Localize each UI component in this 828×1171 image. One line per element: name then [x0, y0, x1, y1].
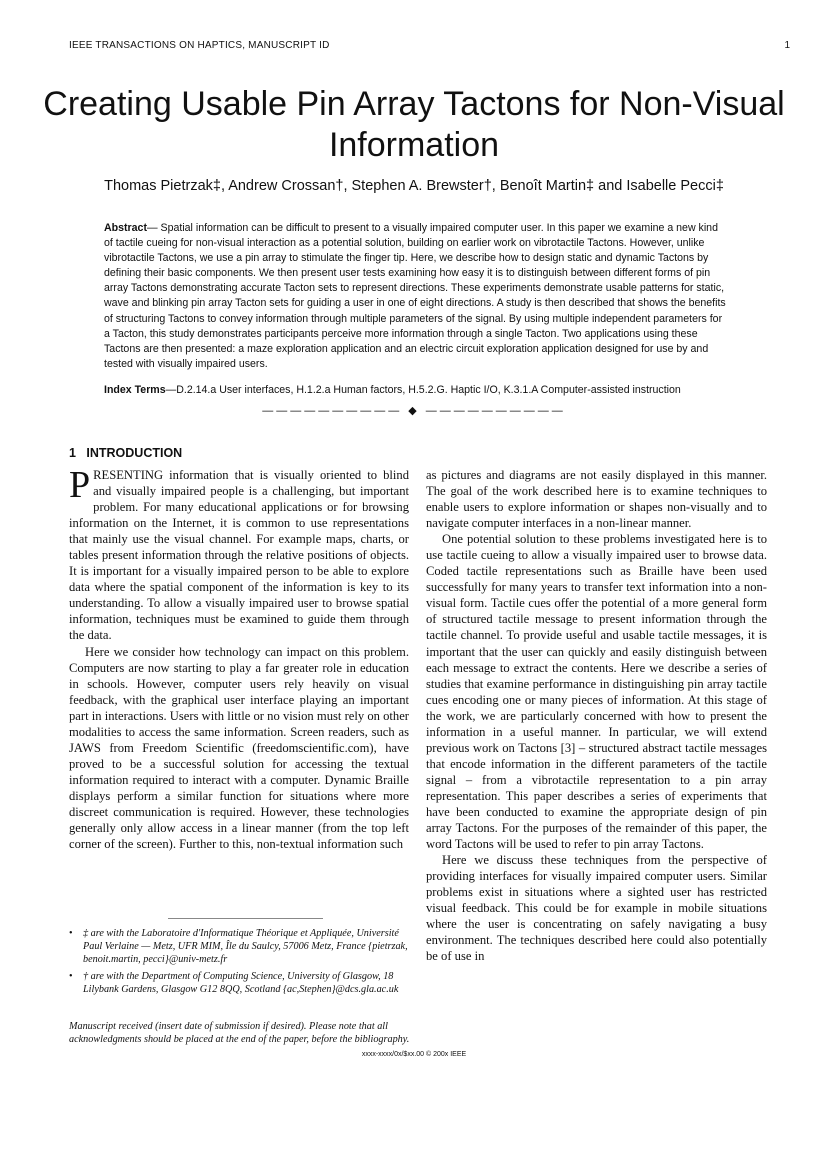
running-header: IEEE TRANSACTIONS ON HAPTICS, MANUSCRIPT ID: [69, 40, 330, 51]
body-column-left: [69, 464, 409, 852]
intro-paragraph-2: Here we consider how technology can impact on this problem. Computers are now starting to play a far greater role in education in schools. However, computer users rely heavily on visual feedback, with the graphical user interface playing an important part in interactions. Users with little or no vision must rely on other modalities to access the same information. Screen readers, such as JAWS from Freedom Scientific (freedomscientific.com), have proved to be a successful solution for accessing the textual information required to interact with a computer. Dynamic Braille displays perform a similar function for situations where more discreet communication is required. However, these technologies generally only allow access in a linear manner (from the top left corner of the screen). Further to this, non-textual information such: [69, 644, 409, 852]
section-separator: —————————— ◆ ——————————: [262, 405, 566, 417]
section-number: 1: [69, 446, 76, 460]
copyright-footer: xxxx-xxxx/0x/$xx.00 © 200x IEEE: [361, 1051, 467, 1058]
body-column-right: [426, 467, 767, 964]
intro-paragraph-1: PRESENTING information that is visually oriented to blind and visually impaired people is a challenging, but important problem. For many educational applications or for browsing information on the Internet, it is common to use representations that mainly use the visual channel. For example maps, charts, or tables present information through the relative positions of objects. It is important for a visually impaired person to be able to explore data where the spatial component of the information is key to its understanding. To allow a visually impaired user to browse spatial information, techniques must be examined to guide them through the data.: [69, 464, 409, 643]
index-terms-text: —D.2.14.a User interfaces, H.1.2.a Human factors, H.5.2.G. Haptic I/O, K.3.1.A Computer-assisted instruction: [165, 384, 681, 396]
footnote-affiliation-2: • † are with the Department of Computing Science, University of Glasgow, 18 Lilybank Gardens, Glasgow G12 8QQ, Scotland {ac,Stephen}@dcs.gla.ac.uk: [69, 970, 399, 995]
section-heading: [69, 446, 182, 460]
intro-paragraph-5: Here we discuss these techniques from the perspective of providing interfaces for visually impaired computer users. Similar problems exist in situations where a sighted user has restricted visual feedback. This could be for example in mobile situations where the user is concentrating on safely navigating a busy environment. The techniques described here could also potentially be of use in: [426, 853, 767, 964]
author-list: Thomas Pietrzak‡, Andrew Crossan†, Stephen A. Brewster†, Benoît Martin‡ and Isabelle Pecci‡: [104, 178, 724, 194]
drop-cap: P: [69, 464, 91, 506]
footnote-affiliation-1: • ‡ are with the Laboratoire d'Informatique Théorique et Appliquée, Université Paul Verlaine — Metz, UFR MIM, Île du Saulcy, 57006 Metz, France {pietrzak, benoit.martin, pecci}@univ-metz.fr: [69, 928, 408, 965]
intro-paragraph-3: as pictures and diagrams are not easily displayed in this manner. The goal of the work described here is to examine techniques to enable users to explore information or shapes non-visually and to navigate computer interfaces in a non-linear manner.: [426, 468, 767, 531]
abstract: [104, 221, 726, 372]
manuscript-note: Manuscript received (insert date of submission if desired). Please note that all acknowledgments should be placed at the end of the paper, before the bibliography.: [69, 1021, 410, 1045]
section-title: INTRODUCTION: [86, 446, 183, 460]
index-terms-label: Index Terms: [104, 384, 166, 396]
index-terms: [104, 383, 744, 397]
paper-title: Creating Usable Pin Array Tactons for Non-Visual Information: [43, 85, 785, 164]
footnotes: [69, 928, 419, 1001]
page-number: 1: [784, 40, 790, 51]
abstract-label: Abstract: [104, 222, 147, 234]
abstract-text: — Spatial information can be difficult to present to a visually impaired computer user. In this paper we examine a new kind of tactile cueing for non-visual interaction as a potential solution, building on earlier work on vibrotactile Tactons. However, unlike vibrotactile Tactons, we use a pin array to stimulate the finger tip. Here, we describe how to design static and dynamic Tactons by defining their basic components. We then present user tests examining how easy it is to distinguish between different forms of pin array Tactons demonstrating accurate Tacton sets to represent directions. These experiments demonstrate usable patterns for static, wave and blinking pin array Tacton sets for guiding a user in one of eight directions. A study is then described that shows the benefits of structuring Tactons to convey information through multiple parameters of the signal. By using multiple independent parameters for a Tacton, this study demonstrates participants perceive more information through a single Tacton. Two applications using these Tactons are then presented: a maze exploration application and an electric circuit exploration application designed for use by and tested with visually impaired users.: [104, 222, 726, 370]
footnote-rule: [168, 918, 323, 919]
intro-paragraph-4: One potential solution to these problems investigated here is to use tactile cueing to allow a visually impaired user to browse data. Coded tactile representations such as Braille have been used successfully for many years to transfer text information into a non-visual form. Tactile cues offer the potential of a more general form of structured tactile message to present information through the tactile channel. To provide useful and usable tactile messages, it is important that the user can quickly and easily distinguish between each message to extract the contents. Here we describe a series of studies that examine performance in distinguishing pin array tactile cues encoding one or many pieces of information. At this stage of the work, we are particularly concerned with how to present the information in a useful manner. In particular, we will extend previous work on Tactons [3] – structured abstract tactile messages that encode information in the different parameters of the tactile signal – from a vibrotactile representation to a pin array representation. This paper describes a series of experiments that have been conducted to examine the appropriate design of pin array Tactons. For the purposes of the remainder of this paper, the word Tactons will be used to refer to pin array Tactons.: [426, 532, 767, 852]
